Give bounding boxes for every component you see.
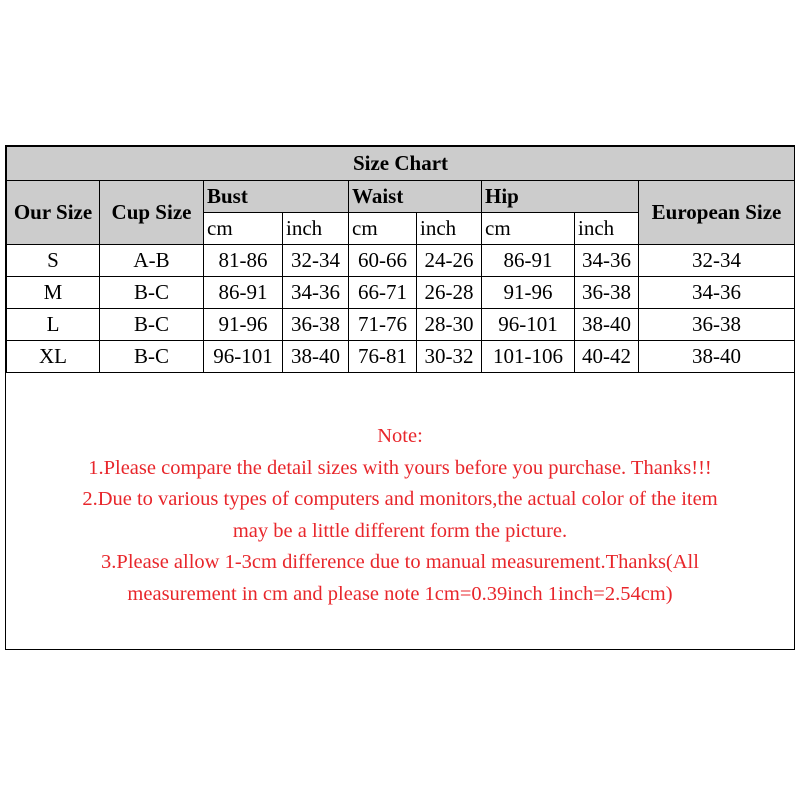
cell-bust-cm: 86-91 [204, 277, 283, 309]
unit-bust-cm: cm [204, 213, 283, 245]
unit-hip-cm: cm [482, 213, 575, 245]
table-row [7, 309, 795, 341]
header-hip: Hip [482, 181, 639, 213]
cell-hip-inch: 36-38 [575, 277, 639, 309]
cell-our-size: S [7, 245, 100, 277]
cell-bust-cm: 81-86 [204, 245, 283, 277]
cell-our-size: XL [7, 341, 100, 373]
cell-cup-size: A-B [100, 245, 204, 277]
cell-european-size: 36-38 [639, 309, 795, 341]
cell-hip-cm: 101-106 [482, 341, 575, 373]
header-waist: Waist [349, 181, 482, 213]
cell-waist-cm: 71-76 [349, 309, 417, 341]
cell-waist-cm: 60-66 [349, 245, 417, 277]
cell-cup-size: B-C [100, 277, 204, 309]
cell-bust-inch: 32-34 [283, 245, 349, 277]
cell-waist-cm: 76-81 [349, 341, 417, 373]
cell-cup-size: B-C [100, 309, 204, 341]
cell-bust-inch: 38-40 [283, 341, 349, 373]
cell-european-size: 38-40 [639, 341, 795, 373]
unit-waist-inch: inch [417, 213, 482, 245]
note-line: 1.Please compare the detail sizes with yours before you purchase. Thanks!!! [88, 456, 712, 479]
cell-bust-cm: 96-101 [204, 341, 283, 373]
cell-hip-cm: 96-101 [482, 309, 575, 341]
cell-european-size: 34-36 [639, 277, 795, 309]
table-row [7, 277, 795, 309]
table-row [7, 341, 795, 373]
note-line: may be a little different form the picture. [232, 519, 568, 542]
unit-waist-cm: cm [349, 213, 417, 245]
unit-bust-inch: inch [283, 213, 349, 245]
notes-heading: Note: [377, 425, 423, 447]
header-cup-size: Cup Size [100, 181, 204, 245]
header-row [7, 181, 795, 213]
cell-our-size: M [7, 277, 100, 309]
cell-waist-inch: 28-30 [417, 309, 482, 341]
cell-hip-inch: 38-40 [575, 309, 639, 341]
cell-hip-cm: 86-91 [482, 245, 575, 277]
header-european-size: European Size [639, 181, 795, 245]
note-line: measurement in cm and please note 1cm=0.39inch 1inch=2.54cm) [127, 582, 673, 605]
cell-waist-inch: 24-26 [417, 245, 482, 277]
table-row [7, 245, 795, 277]
size-chart [5, 145, 795, 650]
cell-bust-inch: 36-38 [283, 309, 349, 341]
notes-section [6, 421, 794, 610]
note-line: 2.Due to various types of computers and monitors,the actual color of the item [82, 488, 718, 510]
unit-hip-inch: inch [575, 213, 639, 245]
cell-cup-size: B-C [100, 341, 204, 373]
table-title: Size Chart [7, 147, 795, 181]
cell-our-size: L [7, 309, 100, 341]
title-row [7, 147, 795, 181]
header-our-size: Our Size [7, 181, 100, 245]
size-table [6, 146, 795, 373]
cell-waist-inch: 30-32 [417, 341, 482, 373]
cell-waist-cm: 66-71 [349, 277, 417, 309]
header-bust: Bust [204, 181, 349, 213]
cell-bust-inch: 34-36 [283, 277, 349, 309]
cell-hip-inch: 40-42 [575, 341, 639, 373]
note-line: 3.Please allow 1-3cm difference due to manual measurement.Thanks(All [101, 551, 699, 573]
cell-european-size: 32-34 [639, 245, 795, 277]
cell-waist-inch: 26-28 [417, 277, 482, 309]
cell-hip-inch: 34-36 [575, 245, 639, 277]
cell-hip-cm: 91-96 [482, 277, 575, 309]
cell-bust-cm: 91-96 [204, 309, 283, 341]
